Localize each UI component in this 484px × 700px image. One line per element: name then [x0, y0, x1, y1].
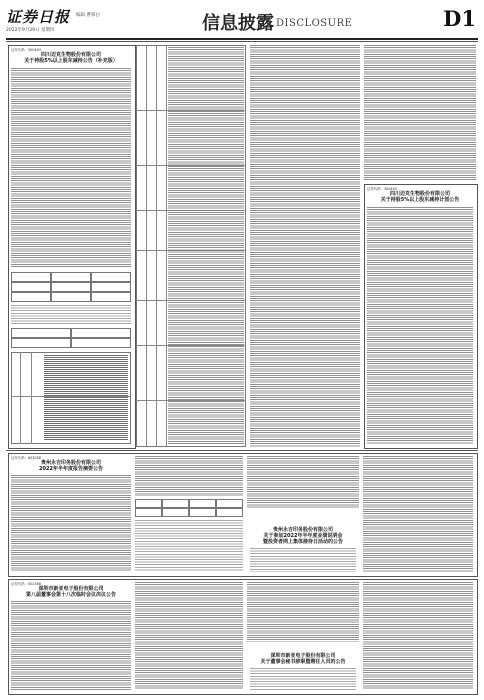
table-cell: [189, 508, 216, 517]
section-title-english: DISCLOSURE: [276, 18, 353, 29]
announcement-body-1: [11, 68, 131, 268]
editor-line: 编辑 曹慕白: [76, 13, 100, 18]
announcement-title-4: 贵州永吉印务股份有限公司 关于参加2022年半年度业绩说明会 暨投资者网上集体接待日活动的公告: [262, 527, 343, 545]
table-divider: [166, 45, 167, 447]
table-cell: [11, 272, 51, 282]
table-divider: [156, 45, 157, 447]
announcement-code: 证券代码：300463: [11, 48, 41, 52]
masthead: [6, 6, 478, 36]
masthead-rule: [6, 38, 478, 40]
announcement-body-4: [250, 548, 356, 572]
section-title: 信息披露: [202, 13, 274, 34]
middle-col2-text: [135, 456, 243, 496]
table-cell: [162, 499, 189, 508]
bottom-col2-text: [135, 582, 243, 690]
table-divider: [146, 45, 147, 447]
announcement-body-3: [11, 475, 131, 572]
table-cell: [91, 282, 131, 292]
announcement-body-5: [11, 601, 131, 690]
table-cell: [71, 328, 131, 338]
table-cell: [135, 499, 162, 508]
middle-col4-text: [363, 456, 473, 572]
middle-col2-text-b: [135, 520, 243, 572]
announcement-code: 证券代码：002388: [11, 582, 41, 586]
bottom-col3-text: [247, 582, 359, 642]
table-cell: [11, 338, 71, 348]
column-3-text: [250, 45, 360, 447]
announcement-title-3: 贵州永吉印务股份有限公司 2022年半年度报告摘要公告: [39, 460, 103, 472]
table-divider: [20, 352, 21, 444]
middle-col3-text: [247, 456, 359, 508]
page-number: D1: [443, 6, 476, 31]
table-cell: [11, 292, 51, 302]
table-cell: [189, 499, 216, 508]
announcement-body-6: [250, 668, 356, 690]
table-cell: [71, 338, 131, 348]
bottom-col4-text: [363, 582, 473, 690]
table-block: [11, 352, 131, 444]
table-cell: [51, 282, 91, 292]
table-cell: [51, 272, 91, 282]
table-text: [168, 47, 244, 445]
table-cell: [91, 292, 131, 302]
table-cell: [91, 272, 131, 282]
table-cell: [162, 508, 189, 517]
announcement-title-2: 四川迈克生物股份有限公司 关于持股5%以上股东减持计划公告: [380, 191, 460, 203]
table-cell: [51, 292, 91, 302]
table-divider: [11, 396, 131, 397]
newspaper-logo: 证券日报: [6, 8, 71, 26]
announcement-code: 证券代码：300463: [367, 187, 397, 191]
issue-date: 2022年9月29日 星期四: [6, 28, 55, 33]
column-4-text: [364, 45, 476, 180]
table-cell: [216, 499, 243, 508]
announcement-code: 证券代码：603058: [11, 456, 41, 460]
announcement-body-2: [367, 207, 473, 444]
masthead-rule-thin: [6, 41, 478, 42]
section-separator: [6, 450, 478, 451]
table-cell: [135, 508, 162, 517]
table-cell: [216, 508, 243, 517]
announcement-body-1b: [11, 305, 131, 325]
table-cell: [11, 328, 71, 338]
announcement-title-1: 四川迈克生物股份有限公司 关于持股5%以上股东减持公告（补充版）: [24, 52, 118, 64]
announcement-title-5: 深圳市新亚电子股份有限公司 第八届董事会第十八次临时会议决议公告: [25, 586, 116, 598]
announcement-title-6: 深圳市新亚电子股份有限公司 关于董事会秘书辞职暨聘任人员的公告: [260, 653, 346, 665]
table-divider: [31, 352, 32, 444]
table-cell: [11, 282, 51, 292]
